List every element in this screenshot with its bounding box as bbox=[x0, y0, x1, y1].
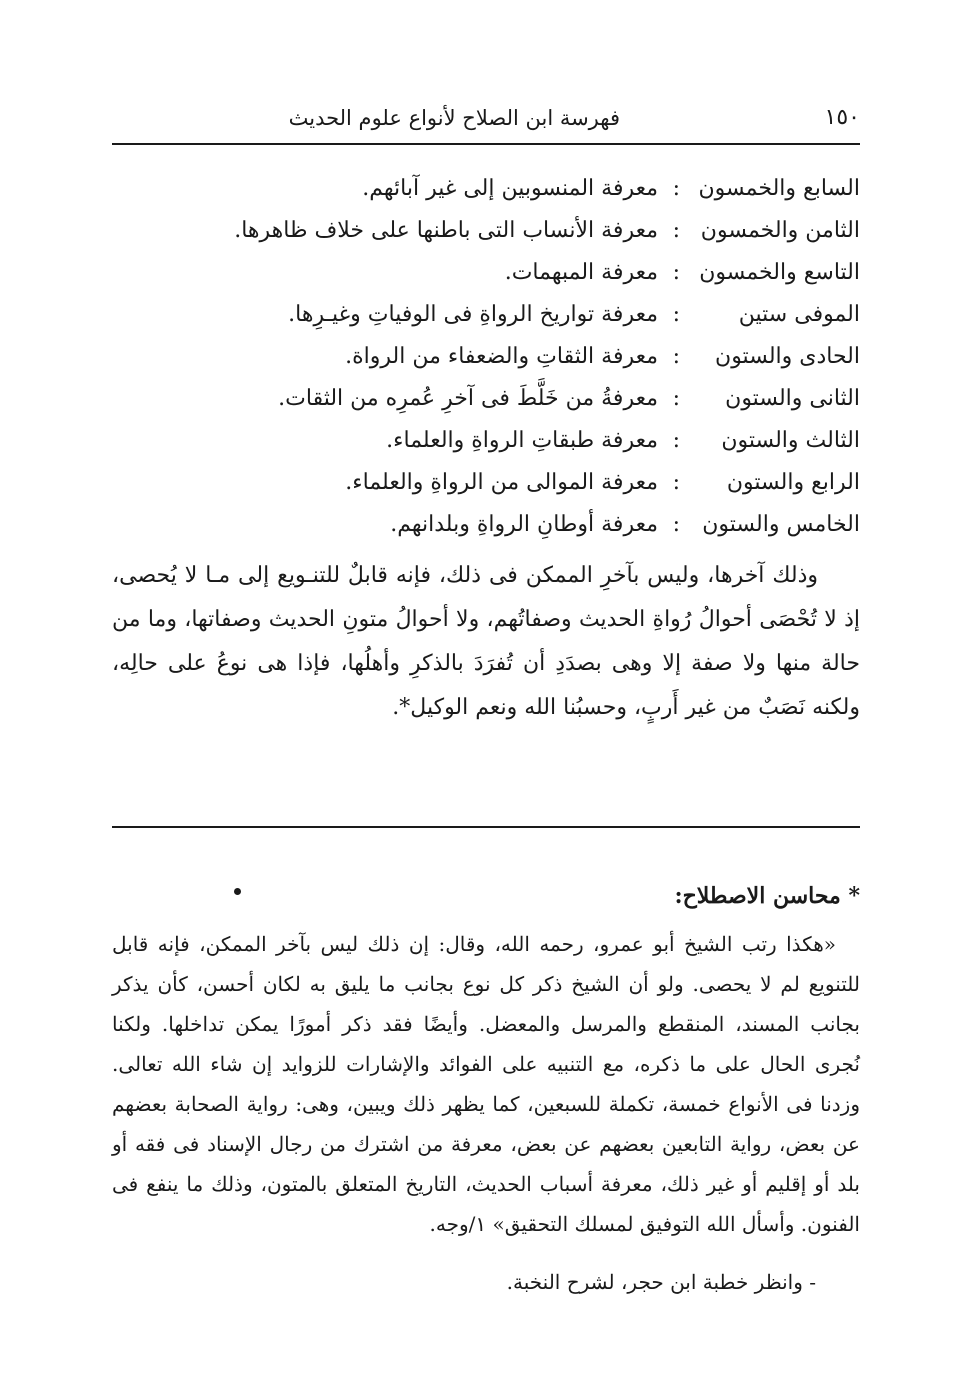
toc-row-separator: : bbox=[672, 176, 680, 201]
toc-row-separator: : bbox=[672, 218, 680, 243]
toc-row-number: التاسع والخمسون bbox=[699, 260, 860, 285]
toc-row bbox=[112, 336, 860, 378]
toc-row bbox=[112, 378, 860, 420]
toc-row-number: الرابع والستون bbox=[726, 470, 860, 495]
toc-row bbox=[112, 462, 860, 504]
toc-row-number: السابع والخمسون bbox=[698, 176, 860, 201]
toc-row-title: معرفة الأنساب التى باطنها على خلاف ظاهرها. bbox=[234, 218, 658, 243]
toc-row bbox=[112, 252, 860, 294]
toc-row-number: الثانى والستون bbox=[725, 386, 860, 411]
toc-row-number: الثالث والستون bbox=[721, 428, 860, 453]
toc-row-title: معرفة طبقاتِ الرواةِ والعلماء. bbox=[386, 428, 658, 453]
toc-row-title: معرفة تواريخ الرواةِ فى الوفياتِ وغيـرِها. bbox=[288, 302, 658, 327]
toc-row-separator: : bbox=[672, 302, 680, 327]
toc-row bbox=[112, 420, 860, 462]
footnote-body: «هكذا رتب الشيخ أبو عمرو، رحمه الله، وقال: إن ذلك ليس بآخر الممكن، فإنه قابل للتنويع لم لا يحصى. ولو أن الشيخ ذكر كل نوع بجانب ما يليق به لكان أحسن، كأن يذكر بجانب المسند، المنقطع والمرسل والمعضل. وأيضًا فقد ذكر أمورًا يمكن تداخلها. ولكنا نُجرى الحال على ما ذكره، مع التنبيه على الفوائد والإشارات للزوايد إن شاء الله تعالى. وزدنا فى الأنواع خمسة، تكملة للسبعين، كما يظهر ذلك ويبين، وهى: رواية الصحابة بعضهم عن بعض، رواية التابعين بعضهم عن بعض، معرفة من اشترك من رجال الإسناد فى فقه أو بلد أو إقليم أو غير ذلك، معرفة أسباب الحديث، التاريخ المتعلق بالمتون، وذلك ما ينفع فى الفنون. وأسأل الله التوفيق لمسلك التحقيق» ١/وجه. bbox=[112, 932, 860, 1236]
toc-row-separator: : bbox=[672, 260, 680, 285]
toc-row bbox=[112, 504, 860, 546]
main-paragraph: وذلك آخرها، وليس بآخرِ الممكن فى ذلك، فإنه قابلٌ للتنـويع إلى مـا لا يُحصى، إذ لا تُحْصَى أحوالُ رُواةِ الحديث وصفاتُهم، ولا أحوالُ متونِ الحديث وصفاتها، وما من حالة منها ولا صفة إلا وهى بصدَدِ أن تُفرَدَ بالذكرِ وأهلُها، فإذا هى نوعُ على حالِه، ولكنه نَصَبٌ من غير أَربٍ، وحسبُنا الله ونعم الوكيل*. bbox=[112, 563, 860, 720]
dot-mark bbox=[234, 888, 241, 895]
footnote-heading: * محاسن الاصطلاح: bbox=[674, 883, 860, 909]
toc-row-title: معرفة الثقاتِ والضعفاء من الرواة. bbox=[345, 344, 658, 369]
footnote-note: - وانظر خطبة ابن حجر، لشرح النخبة. bbox=[506, 1270, 816, 1294]
running-title: فهرسة ابن الصلاح لأنواع علوم الحديث bbox=[288, 106, 620, 130]
toc-row-title: معرفةُ من خَلَّطَ فى آخرِ عُمرِه من الثقات. bbox=[278, 386, 658, 411]
toc-row-title: معرفة أوطانِ الرواةِ وبلدانهم. bbox=[390, 512, 658, 537]
toc-row-separator: : bbox=[672, 512, 680, 537]
toc-row bbox=[112, 210, 860, 252]
toc-list bbox=[112, 168, 860, 546]
toc-row-title: معرفة المنسوبين إلى غير آبائهم. bbox=[362, 176, 658, 201]
page-number: ١٥٠ bbox=[824, 105, 860, 130]
toc-row-title: معرفة المبهمات. bbox=[504, 260, 658, 285]
toc-row-separator: : bbox=[672, 344, 680, 369]
toc-row-title: معرفة الموالى من الرواةِ والعلماء. bbox=[345, 470, 658, 495]
header-rule bbox=[112, 143, 860, 145]
toc-row bbox=[112, 168, 860, 210]
footnote-rule bbox=[112, 826, 860, 828]
toc-row-separator: : bbox=[672, 428, 680, 453]
toc-row-separator: : bbox=[672, 386, 680, 411]
toc-row-number: الحادى والستون bbox=[715, 344, 860, 369]
toc-row-separator: : bbox=[672, 470, 680, 495]
toc-row bbox=[112, 294, 860, 336]
toc-row-number: الموفى ستين bbox=[738, 302, 860, 327]
toc-row-number: الثامن والخمسون bbox=[700, 218, 860, 243]
page-header bbox=[112, 104, 860, 144]
toc-row-number: الخامس والستون bbox=[702, 512, 860, 537]
